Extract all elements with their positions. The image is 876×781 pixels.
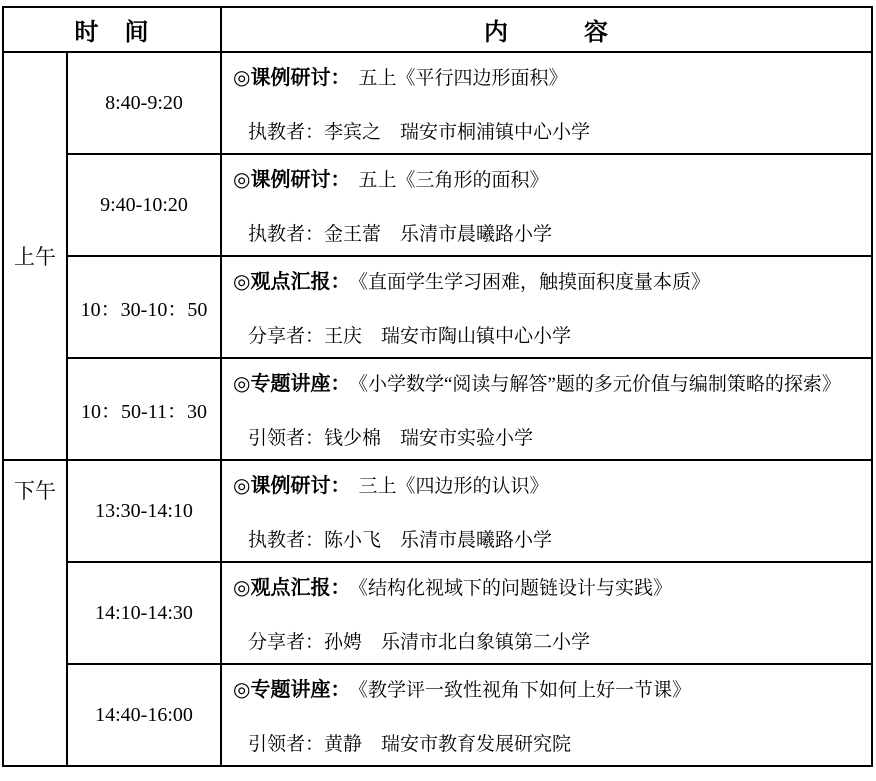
- time-cell: 8:40-9:20: [67, 52, 221, 154]
- activity-title: 《结构化视域下的问题链设计与实践》: [358, 577, 672, 599]
- person-line: 分享者：孙娉 乐清市北白象镇第二小学: [248, 631, 591, 653]
- person-line: 执教者：李宾之 瑞安市桐浦镇中心小学: [248, 121, 591, 143]
- activity-line: [233, 677, 865, 704]
- activity-type-label: ◎课例研讨：: [233, 474, 351, 497]
- person-line: 引领者：黄静 瑞安市教育发展研究院: [248, 733, 572, 755]
- content-cell: [221, 256, 872, 358]
- activity-line: [233, 65, 865, 92]
- person-line: 分享者：王庆 瑞安市陶山镇中心小学: [248, 325, 572, 347]
- content-cell: [221, 358, 872, 460]
- time-cell: 14:10-14:30: [67, 562, 221, 664]
- person-line: 引领者：钱少棉 瑞安市实验小学: [248, 427, 534, 449]
- activity-line: [233, 269, 865, 296]
- table-row: [3, 460, 872, 562]
- activity-title: 《直面学生学习困难，触摸面积度量本质》: [358, 271, 710, 293]
- activity-type-label: ◎课例研讨：: [233, 66, 351, 89]
- table-row: [3, 52, 872, 154]
- content-cell: [221, 154, 872, 256]
- header-row: [3, 7, 872, 52]
- period-label-morning: 上午: [3, 52, 67, 460]
- time-cell: 13:30-14:10: [67, 460, 221, 562]
- person-line: 执教者：陈小飞 乐清市晨曦路小学: [248, 529, 553, 551]
- time-cell: 9:40-10:20: [67, 154, 221, 256]
- activity-type-label: ◎课例研讨：: [233, 168, 351, 191]
- content-cell: [221, 664, 872, 766]
- activity-title: 三上《四边形的认识》: [358, 475, 549, 497]
- time-cell: 10：50-11：30: [67, 358, 221, 460]
- content-cell: [221, 52, 872, 154]
- time-cell: 10：30-10：50: [67, 256, 221, 358]
- activity-line: [233, 473, 865, 500]
- schedule-table: [2, 6, 873, 767]
- activity-type-label: ◎观点汇报：: [233, 270, 351, 293]
- activity-type-label: ◎专题讲座：: [233, 372, 351, 395]
- activity-type-label: ◎观点汇报：: [233, 576, 351, 599]
- table-row: [3, 256, 872, 358]
- table-row: [3, 358, 872, 460]
- activity-title: 五上《三角形的面积》: [358, 169, 549, 191]
- header-content: 内 容: [221, 7, 872, 52]
- table-row: [3, 664, 872, 766]
- content-cell: [221, 562, 872, 664]
- header-time: 时 间: [3, 7, 221, 52]
- activity-line: [233, 371, 865, 398]
- activity-line: [233, 575, 865, 602]
- activity-type-label: ◎专题讲座：: [233, 678, 351, 701]
- activity-line: [233, 167, 865, 194]
- activity-title: 五上《平行四边形面积》: [358, 67, 568, 89]
- content-cell: [221, 460, 872, 562]
- table-row: [3, 154, 872, 256]
- person-line: 执教者：金王蕾 乐清市晨曦路小学: [248, 223, 553, 245]
- activity-title: 《教学评一致性视角下如何上好一节课》: [358, 679, 691, 701]
- table-row: [3, 562, 872, 664]
- activity-title: 《小学数学“阅读与解答”题的多元价值与编制策略的探索》: [358, 373, 841, 395]
- period-label-afternoon: 下午: [3, 460, 67, 766]
- time-cell: 14:40-16:00: [67, 664, 221, 766]
